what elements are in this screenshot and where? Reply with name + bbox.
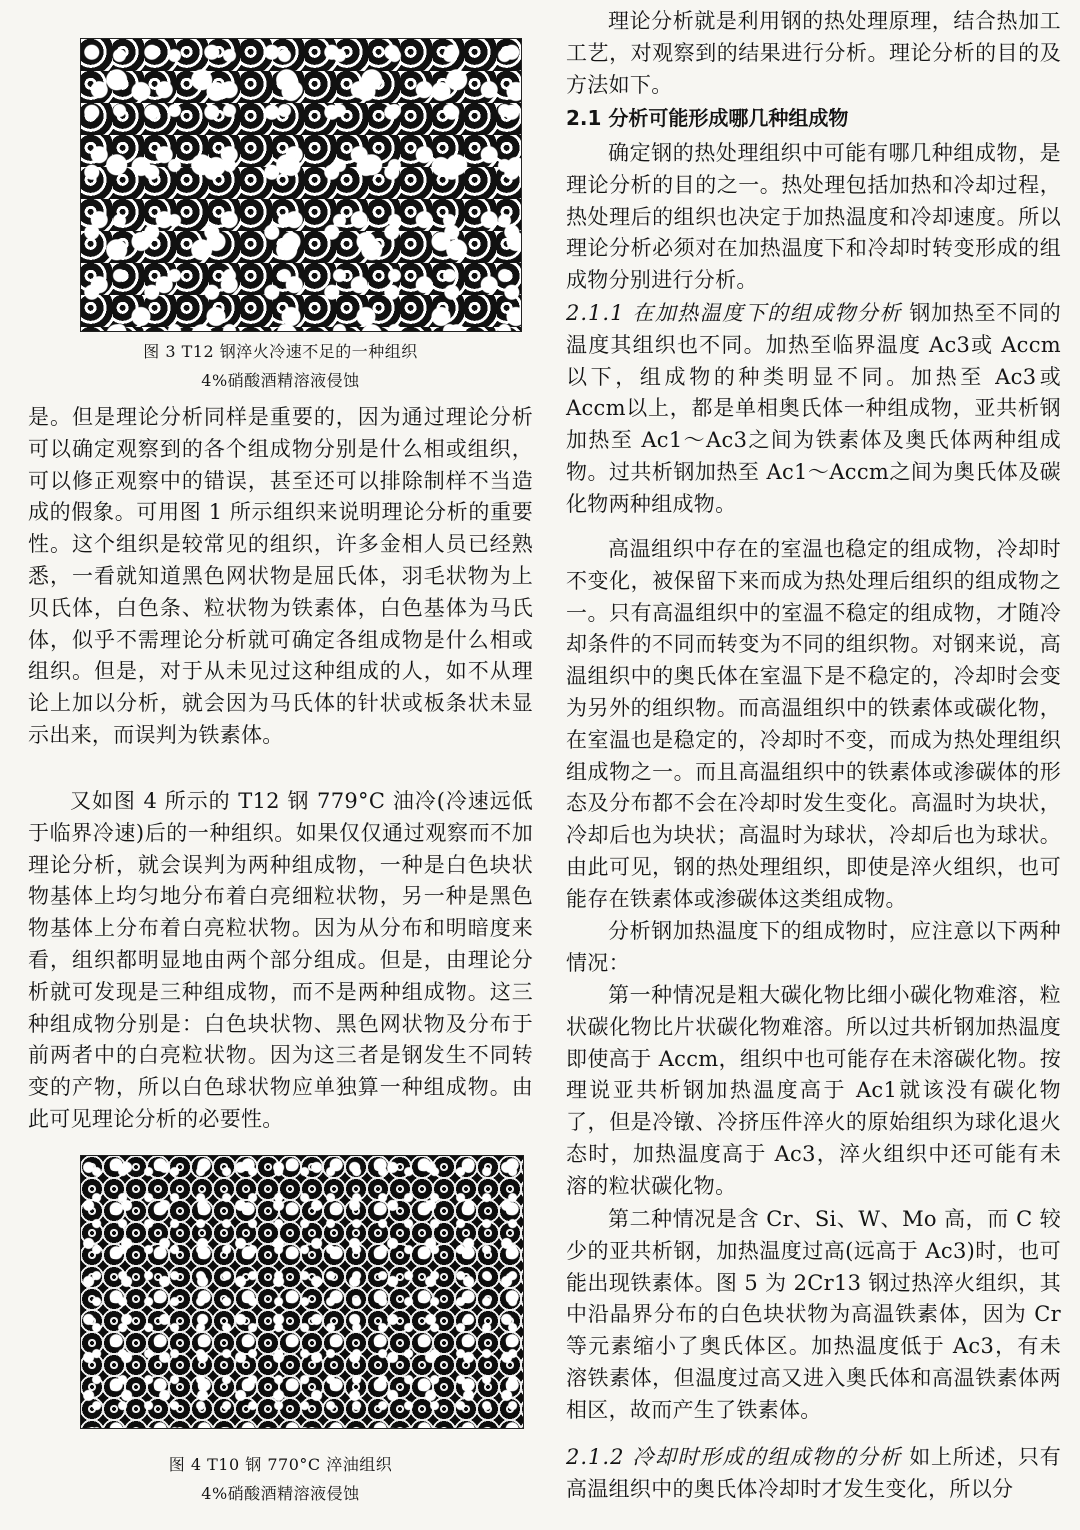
- right-paragraph-5: 第二种情况是含 Cr、Si、W、Mo 高，而 C 较少的亚共析钢，加热温度过高(远高于 Ac3)时，也可能出现铁素体。图 5 为 2Cr13 钢过热淬火组织，其中沿晶界分布的白色块状物为高温铁素体，因为 Cr 等元素缩小了奥氏体区。加热温度低于 Ac3，有未溶铁素体，但温度过高又进入奥氏体和高温铁素体两相区，故而产生了铁素体。: [566, 1207, 1061, 1422]
- right-paragraph-1: 确定钢的热处理组织中可能有哪几种组成物，是理论分析的目的之一。热处理包括加热和冷却过程，热处理后的组织也决定于加热温度和冷却速度。所以理论分析必须对在加热温度下和冷却时转变形成的组成物分别进行分析。: [566, 141, 1061, 293]
- right-paragraph-intro: 理论分析就是利用钢的热处理原理，结合热加工工艺，对观察到的结果进行分析。理论分析的目的及方法如下。: [566, 9, 1061, 97]
- figure-4-micrograph: [80, 1155, 524, 1429]
- subsection-text-2-1-1: 钢加热至不同的温度其组织也不同。加热至临界温度 Ac3或 Accm以下，组成物的种类明显不同。加热至 Ac3或 Accm以上，都是单相奥氏体一种组成物，亚共析钢加热至 Ac1～Ac3之间为铁素体及奥氏体两种组成物。过共析钢加热至 Ac1～Accm之间为奥氏体及碳化物两种组成物。: [566, 301, 1061, 516]
- subsection-heading-2-1-1: 2.1.1 在加热温度下的组成物分析: [566, 301, 902, 325]
- figure-3-micrograph: [80, 38, 522, 332]
- section-heading-2-1: 2.1 分析可能形成哪几种组成物: [566, 106, 849, 130]
- figure-3-caption-line1: 图 3 T12 钢淬火冷速不足的一种组织: [143, 342, 418, 361]
- figure-3-caption-line2: 4%硝酸酒精溶液侵蚀: [201, 371, 360, 390]
- right-paragraph-4: 第一种情况是粗大碳化物比细小碳化物难溶，粒状碳化物比片状碳化物难溶。所以过共析钢加热温度即使高于 Accm，组织中也可能存在未溶碳化物。按理说亚共析钢加热温度高于 Ac1就该没有碳化物了，但是冷镦、冷挤压件淬火的原始组织为球化退火态时，加热温度高于 Ac3，淬火组织中还可能有未溶的粒状碳化物。: [566, 983, 1061, 1198]
- left-paragraph-1: 是。但是理论分析同样是重要的，因为通过理论分析可以确定观察到的各个组成物分别是什么相或组织，可以修正观察中的错误，甚至还可以排除制样不当造成的假象。可用图 1 所示组织来说明理论分析的重要性。这个组织是较常见的组织，许多金相人员已经熟悉，一看就知道黑色网状物是屈氏体，羽毛状物为上贝氏体，白色条、粒状物为铁素体，白色基体为马氏体，似乎不需理论分析就可确定各组成物是什么相或组织。但是，对于从未见过这种组成的人，如不从理论上加以分析，就会因为马氏体的针状或板条状未显示出来，而误判为铁素体。: [28, 405, 533, 747]
- subsection-2-1-1: [566, 298, 1061, 521]
- right-paragraph-3: 分析钢加热温度下的组成物时，应注意以下两种情况：: [566, 919, 1061, 975]
- figure-4-caption-line2: 4%硝酸酒精溶液侵蚀: [201, 1484, 360, 1503]
- subsection-text-2-1-2: 如上所述，只有高温组织中的奥氏体冷却时才发生变化，所以分: [566, 1445, 1061, 1501]
- figure-4-caption-line1: 图 4 T10 钢 770°C 淬油组织: [168, 1455, 393, 1474]
- subsection-2-1-2: [566, 1442, 1061, 1506]
- subsection-heading-2-1-2: 2.1.2 冷却时形成的组成物的分析: [566, 1445, 902, 1469]
- right-paragraph-2: 高温组织中存在的室温也稳定的组成物，冷却时不变化，被保留下来而成为热处理后组织的组成物之一。只有高温组织中的室温不稳定的组成物，才随冷却条件的不同而转变为不同的组织物。对钢来说，高温组织中的奥氏体在室温下是不稳定的，冷却时会变为另外的组织物。而高温组织中的铁素体或碳化物，在室温也是稳定的，冷却时不变，而成为热处理组织组成物之一。而且高温组织中的铁素体或渗碳体的形态及分布都不会在冷却时发生变化。高温时为块状，冷却后也为块状；高温时为球状，冷却后也为球状。由此可见，钢的热处理组织，即使是淬火组织，也可能存在铁素体或渗碳体这类组成物。: [566, 537, 1061, 911]
- left-paragraph-2: 又如图 4 所示的 T12 钢 779°C 油冷(冷速远低于临界冷速)后的一种组织。如果仅仅通过观察而不加理论分析，就会误判为两种组成物，一种是白色块状物基体上均匀地分布着白亮细粒状物，另一种是黑色物基体上分布着白亮粒状物。因为从分布和明暗度来看，组织都明显地由两个部分组成。但是，由理论分析就可发现是三种组成物，而不是两种组成物。这三种组成物分别是：白色块状物、黑色网状物及分布于前两者中的白亮粒状物。因为这三者是钢发生不同转变的产物，所以白色球状物应单独算一种组成物。由此可见理论分析的必要性。: [28, 789, 533, 1131]
